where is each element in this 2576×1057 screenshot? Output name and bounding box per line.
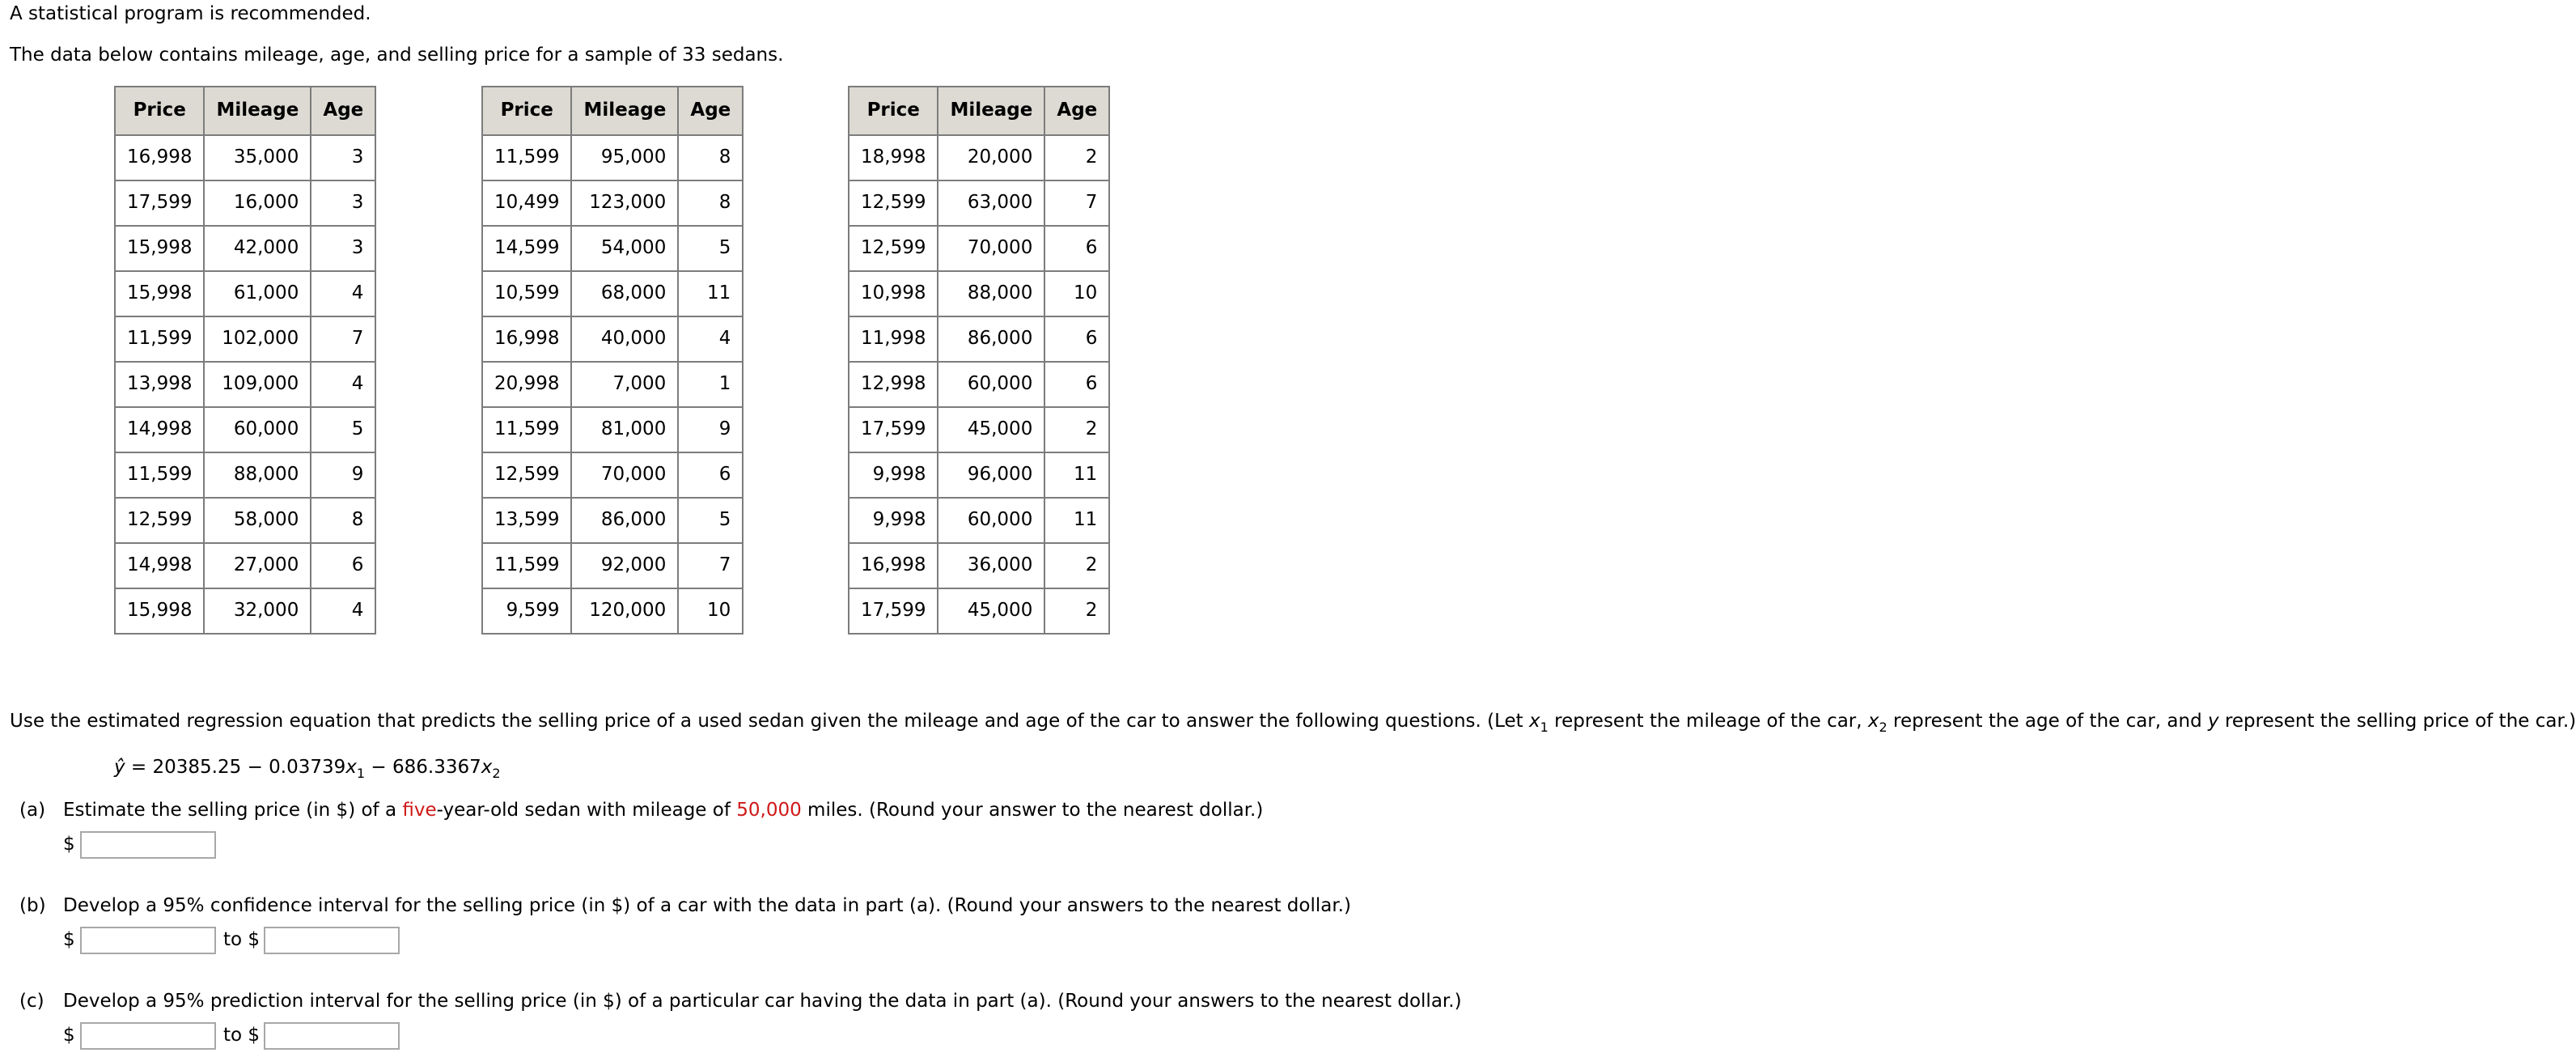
table-cell: 95,000 (571, 135, 678, 180)
table-row (849, 407, 1109, 452)
table-cell: 9 (311, 452, 375, 498)
table-row (482, 226, 743, 271)
question-a-currency: $ (63, 834, 75, 855)
table-cell: 1 (678, 362, 743, 407)
column-header: Price (849, 87, 938, 135)
question-c-text: Develop a 95% prediction interval for the selling price (in $) of a particular car having the data in part (a). (Round your answers to the nearest dollar.) (63, 991, 1462, 1012)
data-table-3 (848, 86, 1110, 635)
table-row (115, 226, 375, 271)
table-cell: 12,599 (482, 452, 571, 498)
table-cell: 123,000 (571, 180, 678, 226)
table-cell: 70,000 (938, 226, 1044, 271)
table-cell: 42,000 (204, 226, 311, 271)
table-cell: 14,998 (115, 543, 204, 588)
table-cell: 20,000 (938, 135, 1044, 180)
table-row (849, 135, 1109, 180)
table-row (849, 543, 1109, 588)
table-cell: 68,000 (571, 271, 678, 316)
table-cell: 11,599 (482, 543, 571, 588)
question-a-label: (a) (19, 800, 46, 821)
table-cell: 32,000 (204, 588, 311, 634)
question-c-currency: $ (63, 1025, 75, 1046)
data-table-1 (114, 86, 376, 635)
table-cell: 35,000 (204, 135, 311, 180)
table-cell: 10 (678, 588, 743, 634)
table-cell: 15,998 (115, 588, 204, 634)
table-row (482, 407, 743, 452)
table-header-row (482, 87, 743, 135)
table-cell: 8 (678, 180, 743, 226)
table-cell: 70,000 (571, 452, 678, 498)
answer-b-lower-input[interactable] (80, 927, 216, 954)
table-row (482, 543, 743, 588)
table-cell: 27,000 (204, 543, 311, 588)
table-row (482, 362, 743, 407)
table-cell: 16,998 (115, 135, 204, 180)
table-cell: 7 (311, 316, 375, 362)
table-cell: 5 (678, 226, 743, 271)
table-row (115, 452, 375, 498)
table-cell: 16,000 (204, 180, 311, 226)
table-cell: 11 (1044, 452, 1109, 498)
intro-line-2: The data below contains mileage, age, and selling price for a sample of 33 sedans. (10, 45, 784, 66)
table-cell: 81,000 (571, 407, 678, 452)
table-row (482, 588, 743, 634)
table-cell: 120,000 (571, 588, 678, 634)
table-cell: 6 (1044, 316, 1109, 362)
table-row (849, 498, 1109, 543)
table-cell: 12,599 (115, 498, 204, 543)
table-cell: 9,599 (482, 588, 571, 634)
table-cell: 17,599 (849, 407, 938, 452)
table-cell: 12,998 (849, 362, 938, 407)
table-row (482, 180, 743, 226)
table-header-row (849, 87, 1109, 135)
table-cell: 60,000 (938, 498, 1044, 543)
table-cell: 4 (678, 316, 743, 362)
table-cell: 4 (311, 362, 375, 407)
table-cell: 86,000 (938, 316, 1044, 362)
column-header: Age (678, 87, 743, 135)
table-cell: 8 (311, 498, 375, 543)
table-cell: 40,000 (571, 316, 678, 362)
table-cell: 3 (311, 180, 375, 226)
table-row (482, 316, 743, 362)
table-cell: 5 (311, 407, 375, 452)
table-cell: 6 (1044, 226, 1109, 271)
table-cell: 11,599 (482, 135, 571, 180)
table-cell: 8 (678, 135, 743, 180)
table-cell: 13,998 (115, 362, 204, 407)
question-b-currency: $ (63, 929, 75, 950)
table-cell: 9,998 (849, 498, 938, 543)
table-cell: 109,000 (204, 362, 311, 407)
table-row (849, 316, 1109, 362)
table-cell: 16,998 (849, 543, 938, 588)
table-cell: 15,998 (115, 271, 204, 316)
table-cell: 7,000 (571, 362, 678, 407)
table-cell: 45,000 (938, 407, 1044, 452)
table-row (849, 271, 1109, 316)
table-row (849, 588, 1109, 634)
question-b-label: (b) (19, 895, 46, 916)
table-row (115, 498, 375, 543)
table-row (115, 180, 375, 226)
table-cell: 6 (1044, 362, 1109, 407)
table-cell: 9,998 (849, 452, 938, 498)
table-cell: 3 (311, 226, 375, 271)
table-cell: 17,599 (849, 588, 938, 634)
table-cell: 10,599 (482, 271, 571, 316)
table-row (482, 135, 743, 180)
table-cell: 12,599 (849, 226, 938, 271)
table-cell: 58,000 (204, 498, 311, 543)
table-cell: 7 (1044, 180, 1109, 226)
instructions: Use the estimated regression equation that predicts the selling price of a used sedan given the mileage and age of the car to answer the following questions. (Let $x_1$ represent the mileage of the car, $x_2$ represent the age of the car, and y represent the selling price of the car.) (10, 711, 2576, 735)
table-row (115, 362, 375, 407)
table-cell: 17,599 (115, 180, 204, 226)
table-cell: 6 (311, 543, 375, 588)
table-cell: 13,599 (482, 498, 571, 543)
table-cell: 60,000 (938, 362, 1044, 407)
table-cell: 102,000 (204, 316, 311, 362)
question-c-to-label: to $ (223, 1025, 261, 1046)
answer-c-lower-input[interactable] (80, 1022, 216, 1050)
data-table-2 (481, 86, 744, 635)
column-header: Age (311, 87, 375, 135)
table-row (115, 316, 375, 362)
table-cell: 45,000 (938, 588, 1044, 634)
table-cell: 9 (678, 407, 743, 452)
table-cell: 11,998 (849, 316, 938, 362)
table-cell: 11,599 (482, 407, 571, 452)
question-b-text: Develop a 95% confidence interval for the selling price (in $) of a car with the data in part (a). (Round your answers to the nearest dollar.) (63, 895, 1351, 916)
column-header: Price (115, 87, 204, 135)
table-cell: 10,499 (482, 180, 571, 226)
table-cell: 20,998 (482, 362, 571, 407)
column-header: Mileage (938, 87, 1044, 135)
table-cell: 6 (678, 452, 743, 498)
table-row (115, 271, 375, 316)
table-cell: 2 (1044, 135, 1109, 180)
intro-line-1: A statistical program is recommended. (10, 3, 371, 24)
table-cell: 12,599 (849, 180, 938, 226)
regression-equation: ŷ = $20385.25 - 0.03739x_1 - 686.3367x_2$ (114, 757, 501, 781)
table-row (115, 588, 375, 634)
table-cell: 86,000 (571, 498, 678, 543)
table-cell: 2 (1044, 543, 1109, 588)
table-cell: 10 (1044, 271, 1109, 316)
question-b-to-label: to $ (223, 929, 261, 950)
question-a-text: Estimate the selling price (in $) of a five-year-old sedan with mileage of 50,000 miles. (Round your answer to the nearest dollar.) (63, 800, 1264, 821)
table-cell: 88,000 (938, 271, 1044, 316)
column-header: Age (1044, 87, 1109, 135)
table-cell: 18,998 (849, 135, 938, 180)
column-header: Price (482, 87, 571, 135)
table-cell: 61,000 (204, 271, 311, 316)
table-cell: 7 (678, 543, 743, 588)
table-cell: 63,000 (938, 180, 1044, 226)
table-row (849, 452, 1109, 498)
table-cell: 11 (678, 271, 743, 316)
table-row (849, 226, 1109, 271)
table-row (482, 498, 743, 543)
table-row (482, 452, 743, 498)
answer-c-upper-input[interactable] (264, 1022, 400, 1050)
table-cell: 11,599 (115, 452, 204, 498)
table-cell: 5 (678, 498, 743, 543)
table-row (115, 543, 375, 588)
table-cell: 60,000 (204, 407, 311, 452)
table-cell: 15,998 (115, 226, 204, 271)
table-cell: 11,599 (115, 316, 204, 362)
table-row (849, 180, 1109, 226)
table-cell: 36,000 (938, 543, 1044, 588)
table-cell: 16,998 (482, 316, 571, 362)
table-cell: 92,000 (571, 543, 678, 588)
table-cell: 14,599 (482, 226, 571, 271)
column-header: Mileage (571, 87, 678, 135)
table-row (115, 135, 375, 180)
table-cell: 88,000 (204, 452, 311, 498)
answer-b-upper-input[interactable] (264, 927, 400, 954)
table-header-row (115, 87, 375, 135)
question-c-label: (c) (19, 991, 44, 1012)
table-cell: 96,000 (938, 452, 1044, 498)
table-row (115, 407, 375, 452)
table-row (482, 271, 743, 316)
table-row (849, 362, 1109, 407)
column-header: Mileage (204, 87, 311, 135)
table-cell: 3 (311, 135, 375, 180)
table-cell: 11 (1044, 498, 1109, 543)
table-cell: 2 (1044, 407, 1109, 452)
table-cell: 54,000 (571, 226, 678, 271)
table-cell: 10,998 (849, 271, 938, 316)
table-cell: 4 (311, 271, 375, 316)
table-cell: 2 (1044, 588, 1109, 634)
table-cell: 4 (311, 588, 375, 634)
table-cell: 14,998 (115, 407, 204, 452)
answer-a-input[interactable] (80, 831, 216, 859)
